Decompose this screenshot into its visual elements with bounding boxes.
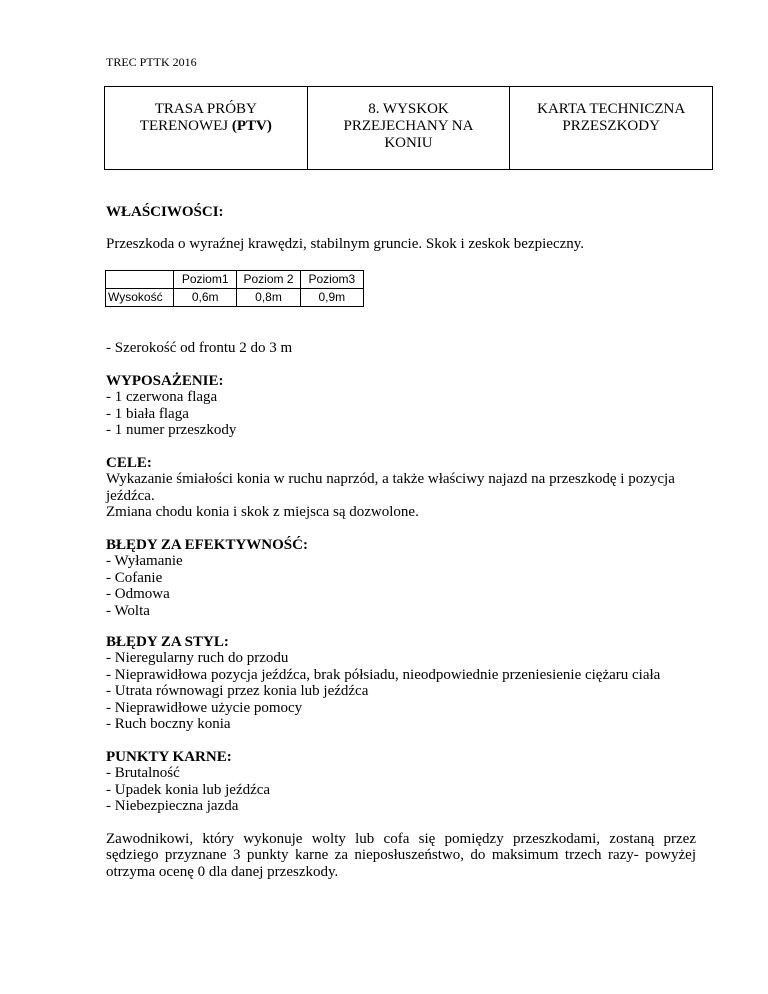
route-line-2: [106, 118, 306, 135]
title-cell-route: [105, 87, 308, 170]
obstacle-line-1: 8. WYSKOK: [368, 101, 449, 117]
list-item: - 1 czerwona flaga: [106, 389, 218, 406]
goals-heading: CELE:: [106, 455, 152, 471]
title-cell-card: [510, 87, 713, 170]
obstacle-line-2: PRZEJECHANY NA: [343, 118, 474, 134]
efficiency-faults-heading: BŁĘDY ZA EFEKTYWNOŚĆ:: [106, 537, 308, 553]
route-code: (PTV): [231, 118, 272, 134]
card-line-1: KARTA TECHNICZNA: [537, 101, 686, 117]
route-line-2-prefix: TERENOWEJ: [139, 118, 232, 134]
penalty-points-section: [106, 749, 270, 815]
properties-heading: WŁAŚCIWOŚCI:: [106, 204, 224, 220]
route-line-1: TRASA PRÓBY: [154, 101, 257, 117]
efficiency-faults-section: [106, 537, 308, 619]
width-note: - Szerokość od frontu 2 do 3 m: [106, 340, 293, 356]
list-item: - 1 numer przeszkody: [106, 422, 237, 439]
equipment-section: [106, 373, 236, 439]
list-item: - Nieprawidłowa pozycja jeźdźca, brak półsiadu, nieodpowiednie przeniesienie ciężaru ciała: [106, 666, 661, 683]
header-note: TREC PTTK 2016: [106, 55, 197, 69]
levels-height-row: [106, 289, 364, 307]
goals-text: Wykazanie śmiałości konia w ruchu naprzód, a także właściwy najazd na przeszkodę i pozycja jeźdźca.: [106, 471, 675, 504]
goals-text-2: Zmiana chodu konia i skok z miejsca są dozwolone.: [106, 504, 419, 521]
levels-header-2: Poziom 2: [237, 271, 300, 289]
levels-header-row: [106, 271, 364, 289]
obstacle-line-3: KONIU: [384, 135, 433, 151]
list-item: - Nieregularny ruch do przodu: [106, 650, 289, 667]
levels-header-3: Poziom3: [300, 271, 363, 289]
list-item: - Odmowa: [106, 586, 170, 603]
levels-value-2: 0,8m: [237, 289, 300, 307]
levels-value-1: 0,6m: [174, 289, 237, 307]
properties-text: Przeszkoda o wyraźnej krawędzi, stabilnym gruncie. Skok i zeskok bezpieczny.: [106, 236, 585, 252]
style-faults-heading: BŁĘDY ZA STYL:: [106, 634, 229, 650]
levels-value-3: 0,9m: [300, 289, 363, 307]
style-faults-section: [106, 634, 660, 732]
list-item: - Ruch boczny konia: [106, 716, 231, 733]
list-item: - Niebezpieczna jazda: [106, 798, 239, 815]
final-note: Zawodnikowi, który wykonuje wolty lub cofa się pomiędzy przeszkodami, zostaną przez sędziego przyznane 3 punkty karne za nieposłuszeństwo, do maksimum trzech razy- powyżej otrzyma ocenę 0 dla danej przeszkody.: [106, 831, 696, 880]
list-item: - 1 biała flaga: [106, 405, 189, 422]
list-item: - Nieprawidłowe użycie pomocy: [106, 699, 303, 716]
levels-header-1: Poziom1: [174, 271, 237, 289]
levels-corner-cell: [106, 271, 174, 289]
list-item: - Utrata równowagi przez konia lub jeźdźca: [106, 683, 369, 700]
goals-section: [106, 455, 706, 521]
list-item: - Brutalność: [106, 765, 180, 782]
levels-table: [105, 270, 364, 307]
title-table: [104, 86, 713, 170]
list-item: - Wolta: [106, 602, 150, 619]
equipment-heading: WYPOSAŻENIE:: [106, 373, 224, 389]
card-line-2: PRZESZKODY: [562, 118, 660, 134]
levels-row-label: Wysokość: [106, 289, 174, 307]
penalty-points-heading: PUNKTY KARNE:: [106, 749, 232, 765]
list-item: - Upadek konia lub jeźdźca: [106, 781, 271, 798]
list-item: - Cofanie: [106, 569, 163, 586]
list-item: - Wyłamanie: [106, 553, 183, 570]
title-cell-obstacle: [307, 87, 510, 170]
